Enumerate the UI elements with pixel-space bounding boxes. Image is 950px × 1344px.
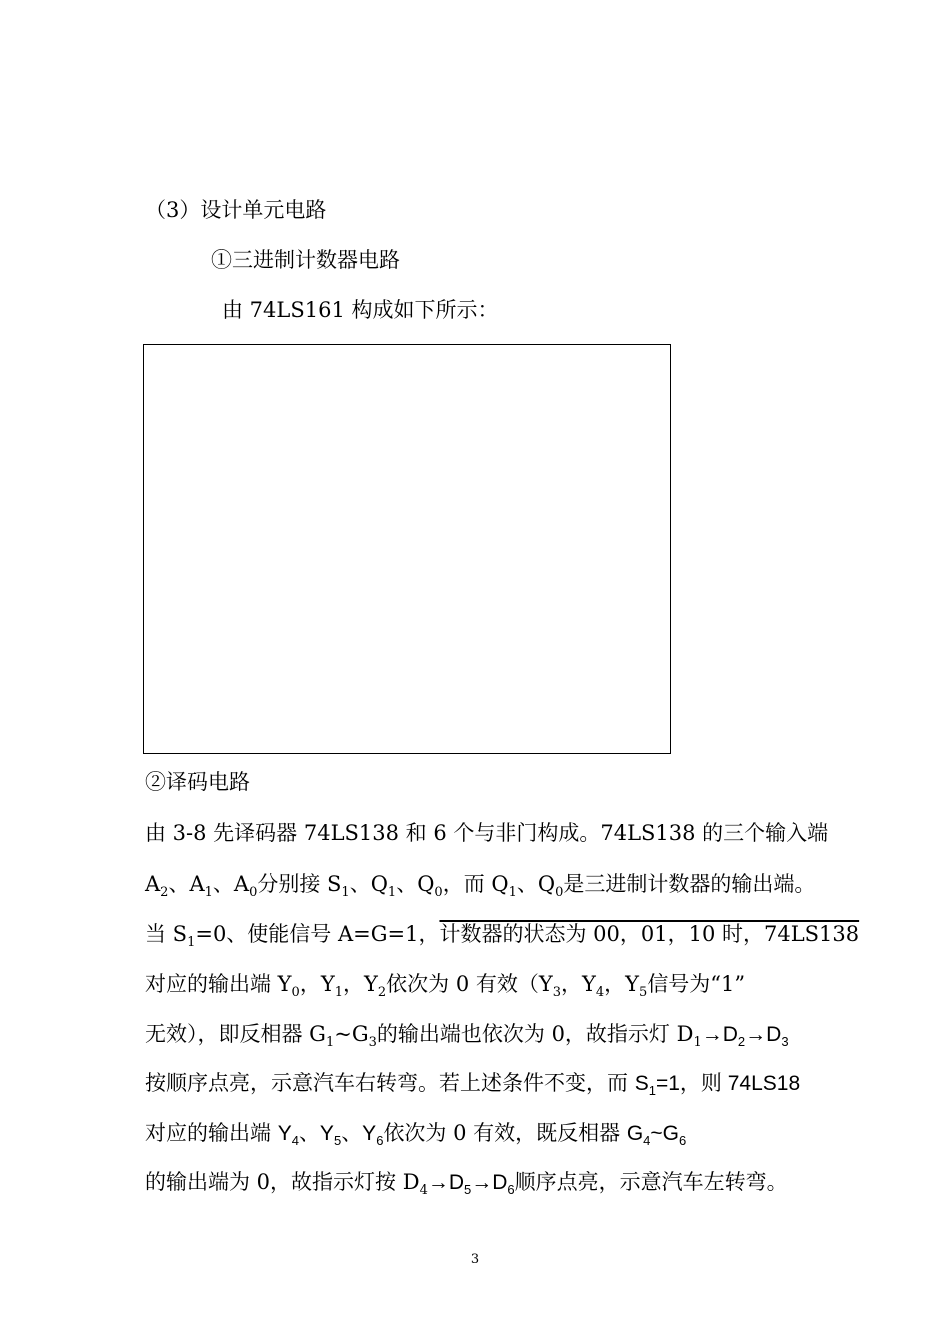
subscript: 6 bbox=[376, 1133, 384, 1148]
text: 依次为 0 有效（Y bbox=[386, 972, 553, 996]
text: 的输出端为 0，故指示灯按 D bbox=[145, 1170, 420, 1194]
text: A bbox=[145, 872, 161, 896]
paragraph-line-5 bbox=[145, 1020, 789, 1049]
subscript: 1 bbox=[187, 935, 196, 950]
paragraph-line-8 bbox=[145, 1168, 788, 1197]
text: A bbox=[233, 872, 250, 896]
paragraph-line-7 bbox=[145, 1119, 686, 1148]
text: ，Y bbox=[342, 972, 378, 996]
text: =0、使能信号 A=G=1， bbox=[195, 922, 440, 946]
text: ，Y bbox=[299, 972, 335, 996]
subscript: 5 bbox=[333, 1133, 342, 1148]
subscript: 0 bbox=[249, 885, 258, 900]
subscript: 0 bbox=[434, 885, 443, 900]
text: 、 bbox=[168, 872, 190, 896]
subscript: 1 bbox=[334, 985, 343, 1000]
text: 、Y bbox=[341, 1122, 377, 1145]
text: 的输出端也依次为 0，故指示灯 D bbox=[376, 1022, 694, 1046]
section-heading: （3）设计单元电路 bbox=[145, 198, 327, 222]
subscript: 5 bbox=[464, 1182, 472, 1197]
text: →D bbox=[745, 1023, 782, 1046]
subscript: 6 bbox=[507, 1182, 515, 1197]
text: 信号为“1” bbox=[647, 972, 746, 996]
text: ，Y bbox=[561, 972, 596, 996]
text: 按顺序点亮，示意汽车右转弯。若上述条件不变，而 bbox=[145, 1071, 635, 1095]
text: →D bbox=[701, 1023, 738, 1046]
subscript: 1 bbox=[508, 885, 517, 900]
paragraph-line-6 bbox=[145, 1069, 800, 1098]
text: 计数器的状态为 00，01，10 时，74LS138 bbox=[439, 922, 860, 946]
subscript: 1 bbox=[387, 885, 397, 900]
paragraph-line-2 bbox=[145, 870, 815, 898]
text: 当 S bbox=[145, 922, 188, 946]
page-number: 3 bbox=[470, 1252, 480, 1267]
subscript: 4 bbox=[643, 1133, 651, 1148]
subscript: 1 bbox=[204, 885, 213, 900]
subscript: 1 bbox=[648, 1083, 656, 1098]
subscript: 0 bbox=[555, 885, 564, 900]
text: Y bbox=[277, 1122, 292, 1145]
text: A bbox=[189, 872, 205, 896]
text: 、 bbox=[212, 872, 234, 896]
text: ~G bbox=[334, 1022, 369, 1046]
counter-intro: 由 74LS161 构成如下所示： bbox=[222, 298, 499, 322]
text: =1，则 74LS18 bbox=[655, 1072, 801, 1095]
text: 对应的输出端 Y bbox=[145, 972, 292, 996]
subscript: 1 bbox=[693, 1035, 702, 1050]
subscript: 2 bbox=[160, 885, 169, 900]
text: →D bbox=[427, 1171, 465, 1194]
text: 、Q bbox=[396, 872, 435, 896]
subscript: 2 bbox=[377, 985, 387, 1000]
text: 、Q bbox=[349, 872, 388, 896]
counter-circuit-figure bbox=[143, 344, 671, 754]
subsection-decoder-heading: ②译码电路 bbox=[145, 770, 250, 794]
paragraph-line-3 bbox=[145, 920, 859, 948]
subscript: 4 bbox=[291, 1133, 299, 1148]
paragraph-line-4 bbox=[145, 970, 745, 998]
subscript: 3 bbox=[781, 1034, 789, 1049]
paragraph-line-1: 由 3-8 先译码器 74LS138 和 6 个与非门构成。74LS138 的三个输入端 bbox=[145, 821, 829, 845]
subscript: 4 bbox=[419, 1183, 428, 1198]
text: 是三进制计数器的输出端。 bbox=[563, 872, 816, 896]
text: 、Y bbox=[298, 1122, 334, 1145]
subscript: 3 bbox=[552, 985, 561, 1000]
text: S bbox=[634, 1072, 649, 1095]
text: ，Y bbox=[604, 972, 640, 996]
text: 无效），即反相器 G bbox=[145, 1022, 326, 1046]
text: G bbox=[626, 1122, 644, 1145]
subscript: 1 bbox=[341, 885, 350, 900]
subscript: 1 bbox=[325, 1035, 335, 1050]
text: 顺序点亮，示意汽车左转弯。 bbox=[514, 1170, 788, 1194]
subsection-counter-heading: ①三进制计数器电路 bbox=[211, 248, 400, 272]
subscript: 0 bbox=[291, 985, 300, 1000]
text: 对应的输出端 bbox=[145, 1121, 278, 1145]
text: 依次为 0 有效，既反相器 bbox=[383, 1121, 627, 1145]
text: 分别接 S bbox=[257, 872, 342, 896]
text: ，而 Q bbox=[442, 872, 509, 896]
text: 、Q bbox=[516, 872, 556, 896]
subscript: 6 bbox=[679, 1133, 687, 1148]
subscript: 4 bbox=[595, 985, 605, 1000]
text: →D bbox=[471, 1171, 508, 1194]
subscript: 3 bbox=[368, 1035, 377, 1050]
subscript: 5 bbox=[639, 985, 648, 1000]
subscript: 2 bbox=[737, 1034, 746, 1049]
text: ~G bbox=[650, 1122, 680, 1145]
